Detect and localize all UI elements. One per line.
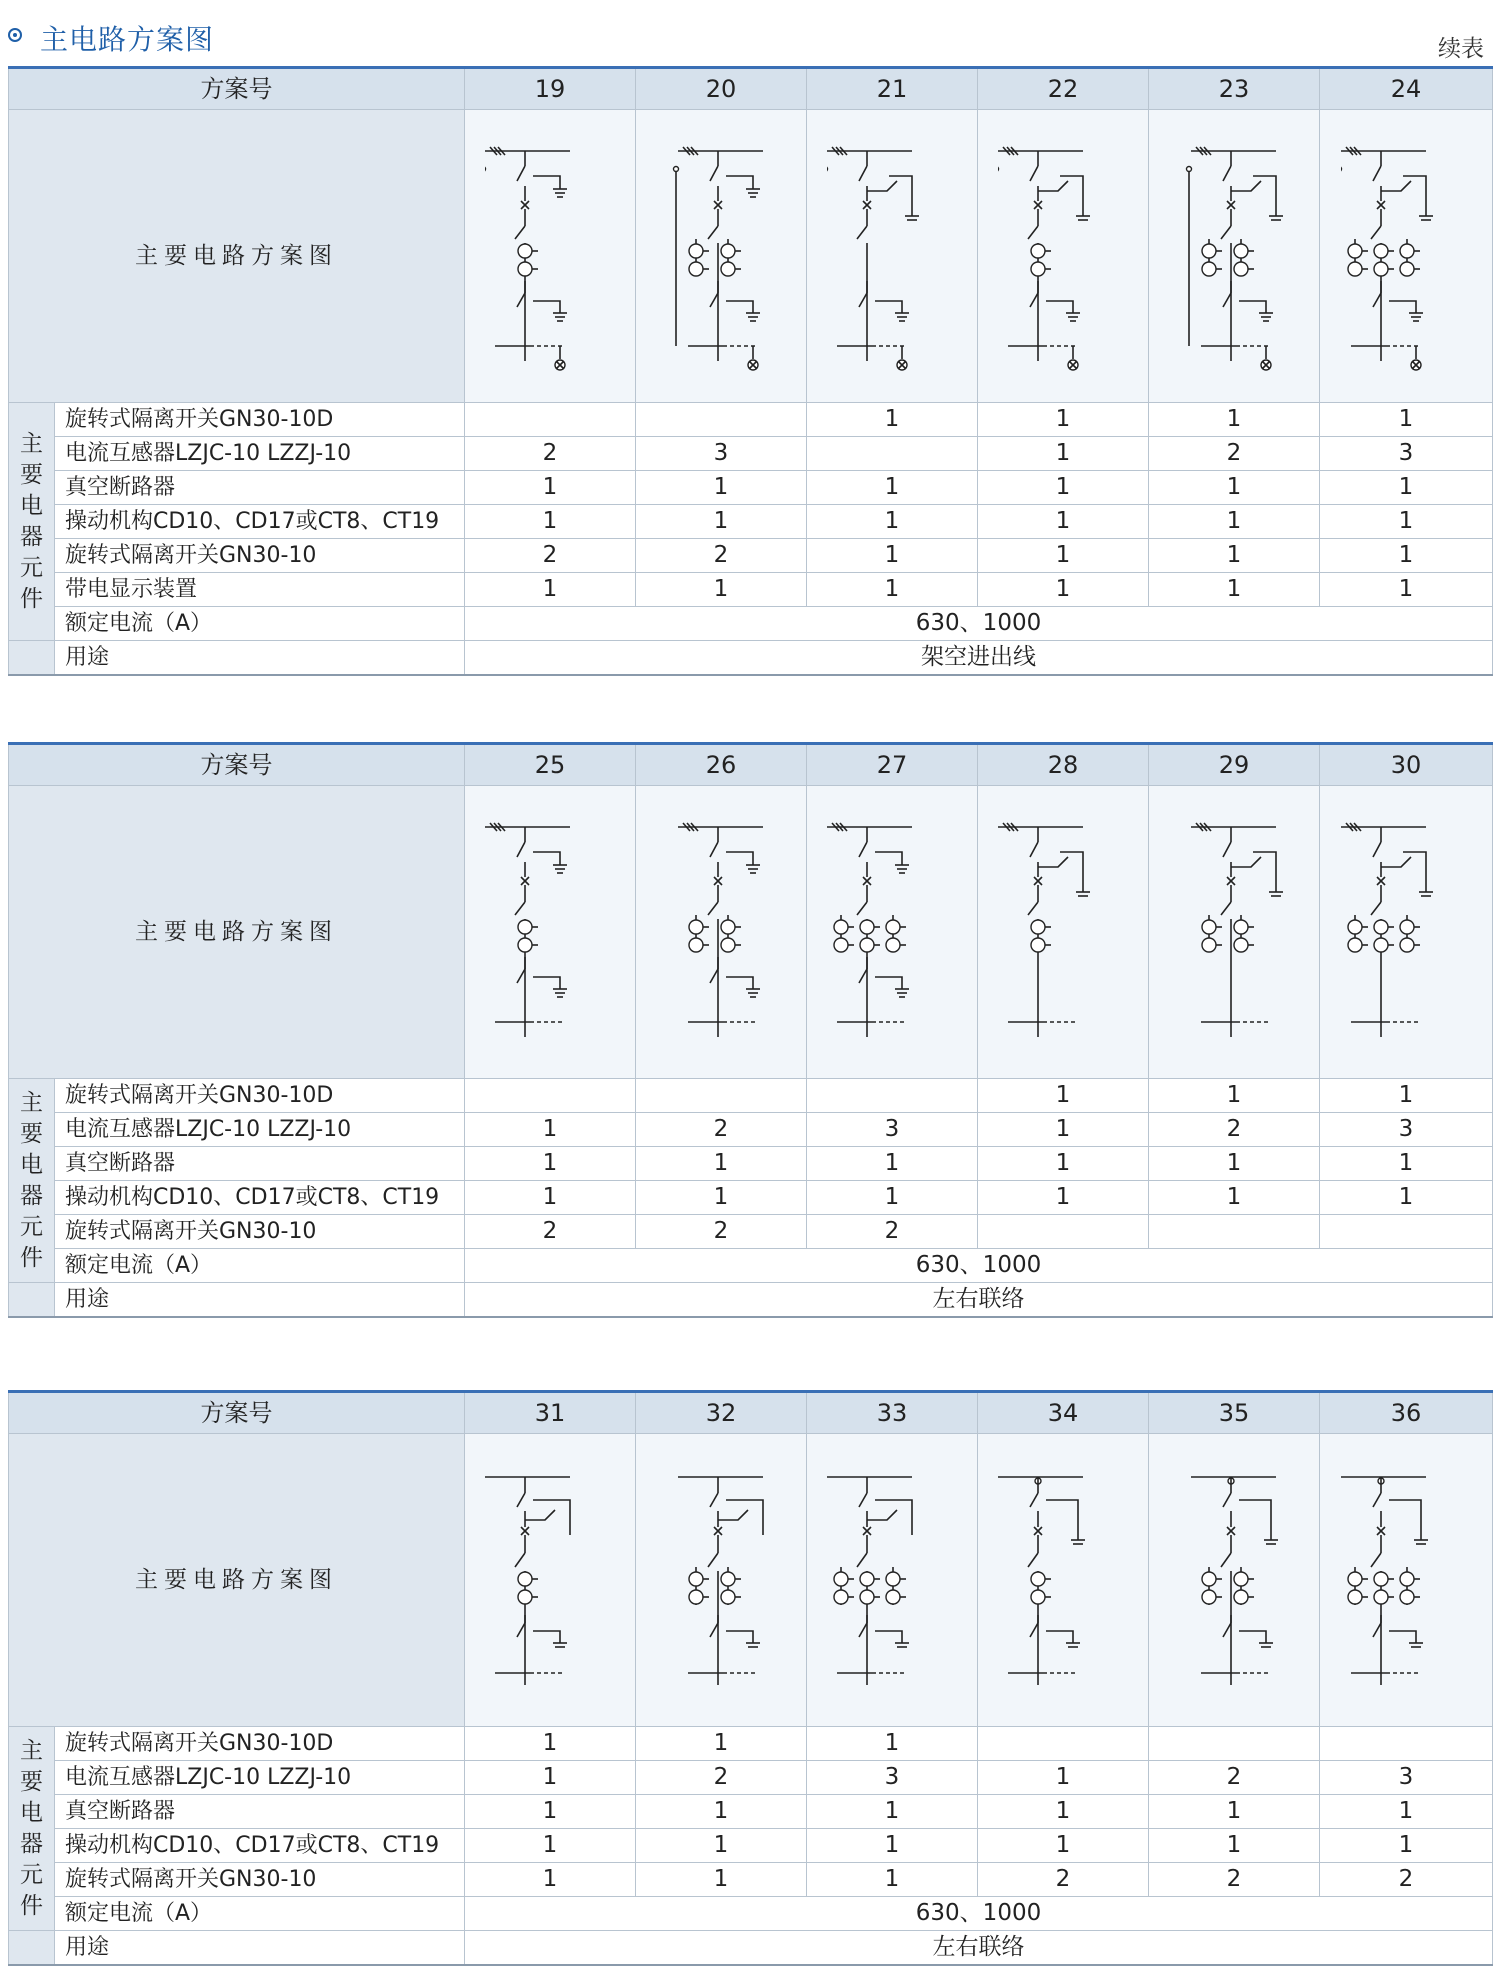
- component-qty: 1: [978, 403, 1149, 437]
- scheme-number: 32: [636, 1392, 807, 1434]
- circuit-diagram-cell: [1320, 110, 1493, 403]
- component-qty: 2: [1149, 1761, 1320, 1795]
- component-name: 电流互感器LZJC-10 LZZJ-10: [55, 437, 465, 471]
- component-qty: 1: [978, 539, 1149, 573]
- component-qty: 1: [807, 573, 978, 607]
- component-row: [9, 471, 1493, 505]
- component-name: 操动机构CD10、CD17或CT8、CT19: [55, 1829, 465, 1863]
- usage-row: [9, 1283, 1493, 1318]
- circuit-diagram-cell: [978, 786, 1149, 1079]
- component-qty: 1: [807, 1727, 978, 1761]
- component-name: 操动机构CD10、CD17或CT8、CT19: [55, 1181, 465, 1215]
- component-name: 真空断路器: [55, 1795, 465, 1829]
- component-qty: 2: [465, 1215, 636, 1249]
- single-line-diagram-icon: [656, 807, 786, 1057]
- component-qty: 1: [465, 573, 636, 607]
- group-char: 要: [20, 1768, 43, 1795]
- component-qty: 1: [1320, 1147, 1493, 1181]
- scheme-number-label: 方案号: [9, 744, 465, 786]
- group-char: 电: [20, 1151, 43, 1178]
- group-char: 件: [20, 585, 43, 612]
- scheme-number: 28: [978, 744, 1149, 786]
- component-row: [9, 1727, 1493, 1761]
- component-qty: 3: [807, 1761, 978, 1795]
- usage-spacer: [9, 1283, 55, 1318]
- component-qty: 1: [636, 1181, 807, 1215]
- component-qty: 2: [1320, 1863, 1493, 1897]
- component-qty: 1: [1149, 403, 1320, 437]
- circuit-diagram-cell: [465, 786, 636, 1079]
- diagram-label: 主要电路方案图: [9, 110, 465, 403]
- component-row: [9, 1147, 1493, 1181]
- component-row: [9, 437, 1493, 471]
- single-line-diagram-icon: [1341, 807, 1471, 1057]
- component-qty: 1: [1149, 573, 1320, 607]
- scheme-number: 36: [1320, 1392, 1493, 1434]
- component-qty: 1: [1149, 1795, 1320, 1829]
- group-char: 件: [20, 1892, 43, 1919]
- scheme-table-3: [8, 1390, 1493, 1966]
- single-line-diagram-icon: [1169, 1455, 1299, 1705]
- component-qty: 1: [465, 471, 636, 505]
- component-qty: [465, 1079, 636, 1113]
- diagram-label: 主要电路方案图: [9, 1434, 465, 1727]
- component-row: [9, 1113, 1493, 1147]
- component-qty: 1: [636, 1795, 807, 1829]
- single-line-diagram-icon: [656, 1455, 786, 1705]
- group-char: 主: [20, 430, 43, 457]
- circuit-diagram-cell: [807, 110, 978, 403]
- component-qty: 1: [807, 1829, 978, 1863]
- component-qty: 1: [636, 573, 807, 607]
- component-qty: 1: [1149, 505, 1320, 539]
- component-qty: 1: [636, 1863, 807, 1897]
- circuit-diagram-cell: [465, 1434, 636, 1727]
- circuit-diagram-cell: [1149, 110, 1320, 403]
- component-row: [9, 573, 1493, 607]
- page-header: [0, 0, 1500, 60]
- component-qty: 1: [636, 1829, 807, 1863]
- usage-spacer: [9, 641, 55, 676]
- circuit-diagram-cell: [807, 1434, 978, 1727]
- component-group-label: [9, 1727, 55, 1931]
- usage-spacer: [9, 1931, 55, 1966]
- component-qty: 1: [807, 1795, 978, 1829]
- usage-label: 用途: [55, 1283, 465, 1318]
- usage-value: 左右联络: [465, 1283, 1493, 1318]
- component-qty: 3: [807, 1113, 978, 1147]
- component-qty: 1: [1149, 539, 1320, 573]
- component-qty: 1: [978, 573, 1149, 607]
- component-qty: 1: [465, 1147, 636, 1181]
- single-line-diagram-icon: [1169, 131, 1299, 381]
- component-qty: 1: [1320, 505, 1493, 539]
- usage-row: [9, 641, 1493, 676]
- component-qty: 1: [978, 1079, 1149, 1113]
- component-qty: 1: [978, 471, 1149, 505]
- component-qty: 1: [1149, 1181, 1320, 1215]
- component-qty: 1: [1320, 1079, 1493, 1113]
- component-qty: [465, 403, 636, 437]
- component-qty: 2: [465, 437, 636, 471]
- circuit-diagram-cell: [1320, 1434, 1493, 1727]
- component-row: [9, 403, 1493, 437]
- scheme-number: 24: [1320, 68, 1493, 110]
- component-qty: 1: [1149, 1079, 1320, 1113]
- single-line-diagram-icon: [1341, 1455, 1471, 1705]
- component-qty: 2: [1149, 1113, 1320, 1147]
- component-qty: 1: [636, 505, 807, 539]
- continued-label: 续表: [1438, 36, 1484, 62]
- circuit-diagram-cell: [1149, 786, 1320, 1079]
- component-qty: 2: [636, 1761, 807, 1795]
- component-qty: 1: [465, 1727, 636, 1761]
- component-qty: 1: [807, 403, 978, 437]
- group-char: 主: [20, 1089, 43, 1116]
- component-qty: 1: [807, 505, 978, 539]
- scheme-number: 31: [465, 1392, 636, 1434]
- component-qty: 1: [465, 1113, 636, 1147]
- component-qty: 1: [978, 505, 1149, 539]
- component-qty: 2: [636, 1215, 807, 1249]
- component-name: 旋转式隔离开关GN30-10D: [55, 403, 465, 437]
- component-qty: 1: [465, 1181, 636, 1215]
- component-qty: 1: [978, 1795, 1149, 1829]
- component-qty: 2: [978, 1863, 1149, 1897]
- component-group-label: [9, 403, 55, 641]
- rated-current-label: 额定电流（A）: [55, 1249, 465, 1283]
- circuit-diagram-cell: [807, 786, 978, 1079]
- component-qty: [1149, 1727, 1320, 1761]
- component-qty: 1: [807, 539, 978, 573]
- component-qty: 1: [1149, 1147, 1320, 1181]
- component-group-label: [9, 1079, 55, 1283]
- component-qty: 1: [1320, 1181, 1493, 1215]
- component-name: 旋转式隔离开关GN30-10D: [55, 1727, 465, 1761]
- component-qty: 1: [1320, 471, 1493, 505]
- component-name: 旋转式隔离开关GN30-10: [55, 1863, 465, 1897]
- component-qty: 2: [807, 1215, 978, 1249]
- group-char: 要: [20, 1120, 43, 1147]
- component-qty: 2: [636, 539, 807, 573]
- scheme-table-2: [8, 742, 1493, 1318]
- single-line-diagram-icon: [998, 807, 1128, 1057]
- rated-current-row: [9, 607, 1493, 641]
- component-qty: 3: [1320, 1113, 1493, 1147]
- component-qty: 1: [1320, 1795, 1493, 1829]
- rated-current-value: 630、1000: [465, 607, 1493, 641]
- target-bullet-icon: [8, 28, 22, 42]
- circuit-diagram-cell: [1149, 1434, 1320, 1727]
- component-qty: 1: [465, 1829, 636, 1863]
- component-row: [9, 1863, 1493, 1897]
- single-line-diagram-icon: [827, 807, 957, 1057]
- component-qty: 1: [978, 1181, 1149, 1215]
- component-qty: [807, 437, 978, 471]
- component-qty: 2: [465, 539, 636, 573]
- group-char: 器: [20, 1830, 43, 1857]
- component-row: [9, 1079, 1493, 1113]
- component-qty: 1: [807, 1863, 978, 1897]
- component-row: [9, 1829, 1493, 1863]
- component-name: 旋转式隔离开关GN30-10: [55, 1215, 465, 1249]
- scheme-number: 29: [1149, 744, 1320, 786]
- rated-current-label: 额定电流（A）: [55, 1897, 465, 1931]
- single-line-diagram-icon: [485, 807, 615, 1057]
- component-row: [9, 1215, 1493, 1249]
- single-line-diagram-icon: [998, 1455, 1128, 1705]
- component-qty: 1: [465, 505, 636, 539]
- single-line-diagram-icon: [656, 131, 786, 381]
- component-qty: 2: [1149, 437, 1320, 471]
- component-qty: 1: [1320, 403, 1493, 437]
- component-qty: 3: [1320, 437, 1493, 471]
- scheme-number: 26: [636, 744, 807, 786]
- component-qty: [636, 1079, 807, 1113]
- rated-current-value: 630、1000: [465, 1897, 1493, 1931]
- group-char: 器: [20, 523, 43, 550]
- component-name: 真空断路器: [55, 471, 465, 505]
- scheme-number: 30: [1320, 744, 1493, 786]
- group-char: 器: [20, 1182, 43, 1209]
- component-qty: [807, 1079, 978, 1113]
- circuit-diagram-cell: [636, 110, 807, 403]
- diagram-row: [9, 110, 1493, 403]
- diagram-row: [9, 786, 1493, 1079]
- component-qty: 1: [1320, 539, 1493, 573]
- group-char: 元: [20, 1861, 43, 1888]
- usage-label: 用途: [55, 641, 465, 676]
- component-qty: 1: [465, 1795, 636, 1829]
- component-row: [9, 1761, 1493, 1795]
- component-name: 旋转式隔离开关GN30-10: [55, 539, 465, 573]
- scheme-number: 22: [978, 68, 1149, 110]
- component-qty: 1: [807, 1147, 978, 1181]
- scheme-number-row: [9, 68, 1493, 110]
- component-qty: [978, 1727, 1149, 1761]
- scheme-table-1: [8, 66, 1493, 676]
- group-char: 元: [20, 554, 43, 581]
- component-qty: 1: [1149, 471, 1320, 505]
- circuit-diagram-cell: [465, 110, 636, 403]
- component-qty: 1: [1320, 1829, 1493, 1863]
- circuit-diagram-cell: [978, 110, 1149, 403]
- component-name: 电流互感器LZJC-10 LZZJ-10: [55, 1761, 465, 1795]
- usage-value: 左右联络: [465, 1931, 1493, 1966]
- rated-current-row: [9, 1249, 1493, 1283]
- component-name: 带电显示装置: [55, 573, 465, 607]
- component-qty: 1: [978, 1829, 1149, 1863]
- component-name: 操动机构CD10、CD17或CT8、CT19: [55, 505, 465, 539]
- scheme-number-label: 方案号: [9, 68, 465, 110]
- group-char: 件: [20, 1244, 43, 1271]
- component-qty: 1: [1149, 1829, 1320, 1863]
- component-qty: [1149, 1215, 1320, 1249]
- scheme-number: 23: [1149, 68, 1320, 110]
- component-qty: 1: [978, 1147, 1149, 1181]
- circuit-diagram-cell: [1320, 786, 1493, 1079]
- component-qty: [636, 403, 807, 437]
- scheme-number-label: 方案号: [9, 1392, 465, 1434]
- component-qty: 3: [636, 437, 807, 471]
- scheme-number: 20: [636, 68, 807, 110]
- group-char: 电: [20, 492, 43, 519]
- component-name: 真空断路器: [55, 1147, 465, 1181]
- scheme-number: 19: [465, 68, 636, 110]
- single-line-diagram-icon: [827, 1455, 957, 1705]
- component-row: [9, 1795, 1493, 1829]
- usage-row: [9, 1931, 1493, 1966]
- group-char: 电: [20, 1799, 43, 1826]
- diagram-label: 主要电路方案图: [9, 786, 465, 1079]
- scheme-number-row: [9, 744, 1493, 786]
- circuit-diagram-cell: [978, 1434, 1149, 1727]
- component-qty: [1320, 1727, 1493, 1761]
- component-qty: 1: [1320, 573, 1493, 607]
- single-line-diagram-icon: [998, 131, 1128, 381]
- page-title: 主电路方案图: [40, 23, 215, 56]
- component-qty: 1: [978, 437, 1149, 471]
- component-qty: [1320, 1215, 1493, 1249]
- component-row: [9, 1181, 1493, 1215]
- single-line-diagram-icon: [827, 131, 957, 381]
- component-qty: 3: [1320, 1761, 1493, 1795]
- group-char: 元: [20, 1213, 43, 1240]
- scheme-number: 33: [807, 1392, 978, 1434]
- scheme-number: 21: [807, 68, 978, 110]
- component-name: 电流互感器LZJC-10 LZZJ-10: [55, 1113, 465, 1147]
- component-qty: 2: [1149, 1863, 1320, 1897]
- rated-current-row: [9, 1897, 1493, 1931]
- component-qty: 1: [465, 1863, 636, 1897]
- component-qty: 1: [636, 1147, 807, 1181]
- circuit-diagram-cell: [636, 786, 807, 1079]
- scheme-number: 27: [807, 744, 978, 786]
- scheme-number: 35: [1149, 1392, 1320, 1434]
- usage-value: 架空进出线: [465, 641, 1493, 676]
- component-qty: 1: [636, 1727, 807, 1761]
- single-line-diagram-icon: [485, 131, 615, 381]
- component-qty: 1: [978, 1761, 1149, 1795]
- single-line-diagram-icon: [1341, 131, 1471, 381]
- component-qty: 1: [636, 471, 807, 505]
- diagram-row: [9, 1434, 1493, 1727]
- component-row: [9, 539, 1493, 573]
- component-qty: 2: [636, 1113, 807, 1147]
- component-qty: 1: [465, 1761, 636, 1795]
- component-row: [9, 505, 1493, 539]
- group-char: 要: [20, 461, 43, 488]
- scheme-number: 34: [978, 1392, 1149, 1434]
- component-qty: 1: [978, 1113, 1149, 1147]
- component-qty: [978, 1215, 1149, 1249]
- single-line-diagram-icon: [1169, 807, 1299, 1057]
- component-name: 旋转式隔离开关GN30-10D: [55, 1079, 465, 1113]
- group-char: 主: [20, 1737, 43, 1764]
- rated-current-label: 额定电流（A）: [55, 607, 465, 641]
- single-line-diagram-icon: [485, 1455, 615, 1705]
- scheme-number-row: [9, 1392, 1493, 1434]
- component-qty: 1: [807, 471, 978, 505]
- component-qty: 1: [807, 1181, 978, 1215]
- circuit-diagram-cell: [636, 1434, 807, 1727]
- rated-current-value: 630、1000: [465, 1249, 1493, 1283]
- usage-label: 用途: [55, 1931, 465, 1966]
- scheme-number: 25: [465, 744, 636, 786]
